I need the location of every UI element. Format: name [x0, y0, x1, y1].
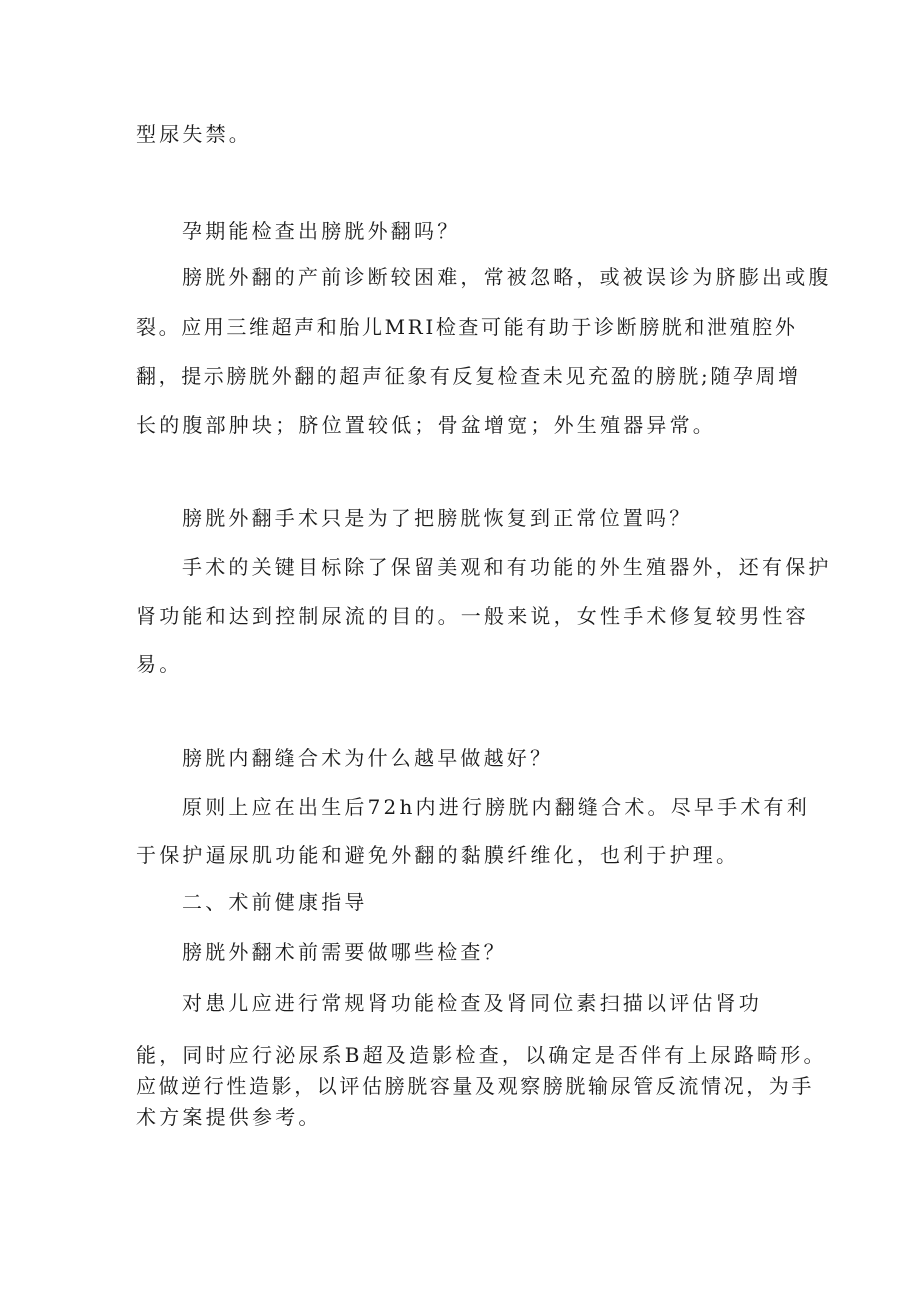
paragraph-line: 翻，提示膀胱外翻的超声征象有反复检查未见充盈的膀胱;随孕周增	[136, 364, 801, 388]
paragraph-line: 膀胱外翻的产前诊断较困难，常被忽略，或被误诊为脐膨出或腹	[182, 265, 832, 289]
paragraph-line: 裂。应用三维超声和胎儿MRI检查可能有助于诊断膀胱和泄殖腔外	[136, 315, 798, 339]
paragraph-line: 应做逆行性造影，以评估膀胱容量及观察膀胱输尿管反流情况，为手	[136, 1074, 814, 1098]
question-heading: 膀胱外翻术前需要做哪些检查？	[182, 940, 507, 964]
paragraph-line: 术方案提供参考。	[136, 1105, 322, 1129]
paragraph-line: 对患儿应进行常规肾功能检查及肾同位素扫描以评估肾功	[182, 991, 762, 1015]
paragraph-line: 手术的关键目标除了保留美观和有功能的外生殖器外，还有保护	[182, 555, 832, 579]
question-heading: 孕期能检查出膀胱外翻吗？	[182, 219, 461, 243]
paragraph-tail: 型尿失禁。	[136, 122, 252, 146]
section-heading: 二、术前健康指导	[182, 890, 368, 914]
question-heading: 膀胱外翻手术只是为了把膀胱恢复到正常位置吗？	[182, 506, 693, 530]
paragraph-line: 原则上应在出生后72h内进行膀胱内翻缝合术。尽早手术有利	[182, 795, 810, 819]
paragraph-line: 肾功能和达到控制尿流的目的。一般来说，女性手术修复较男性容	[136, 604, 809, 628]
paragraph-line: 易。	[136, 652, 183, 676]
paragraph-line: 于保护逼尿肌功能和避免外翻的黏膜纤维化，也利于护理。	[136, 843, 740, 867]
question-heading: 膀胱内翻缝合术为什么越早做越好？	[182, 746, 554, 770]
paragraph-line: 能，同时应行泌尿系B超及造影检查，以确定是否伴有上尿路畸形。	[136, 1043, 827, 1067]
paragraph-line: 长的腹部肿块；脐位置较低；骨盆增宽；外生殖器异常。	[136, 413, 716, 437]
